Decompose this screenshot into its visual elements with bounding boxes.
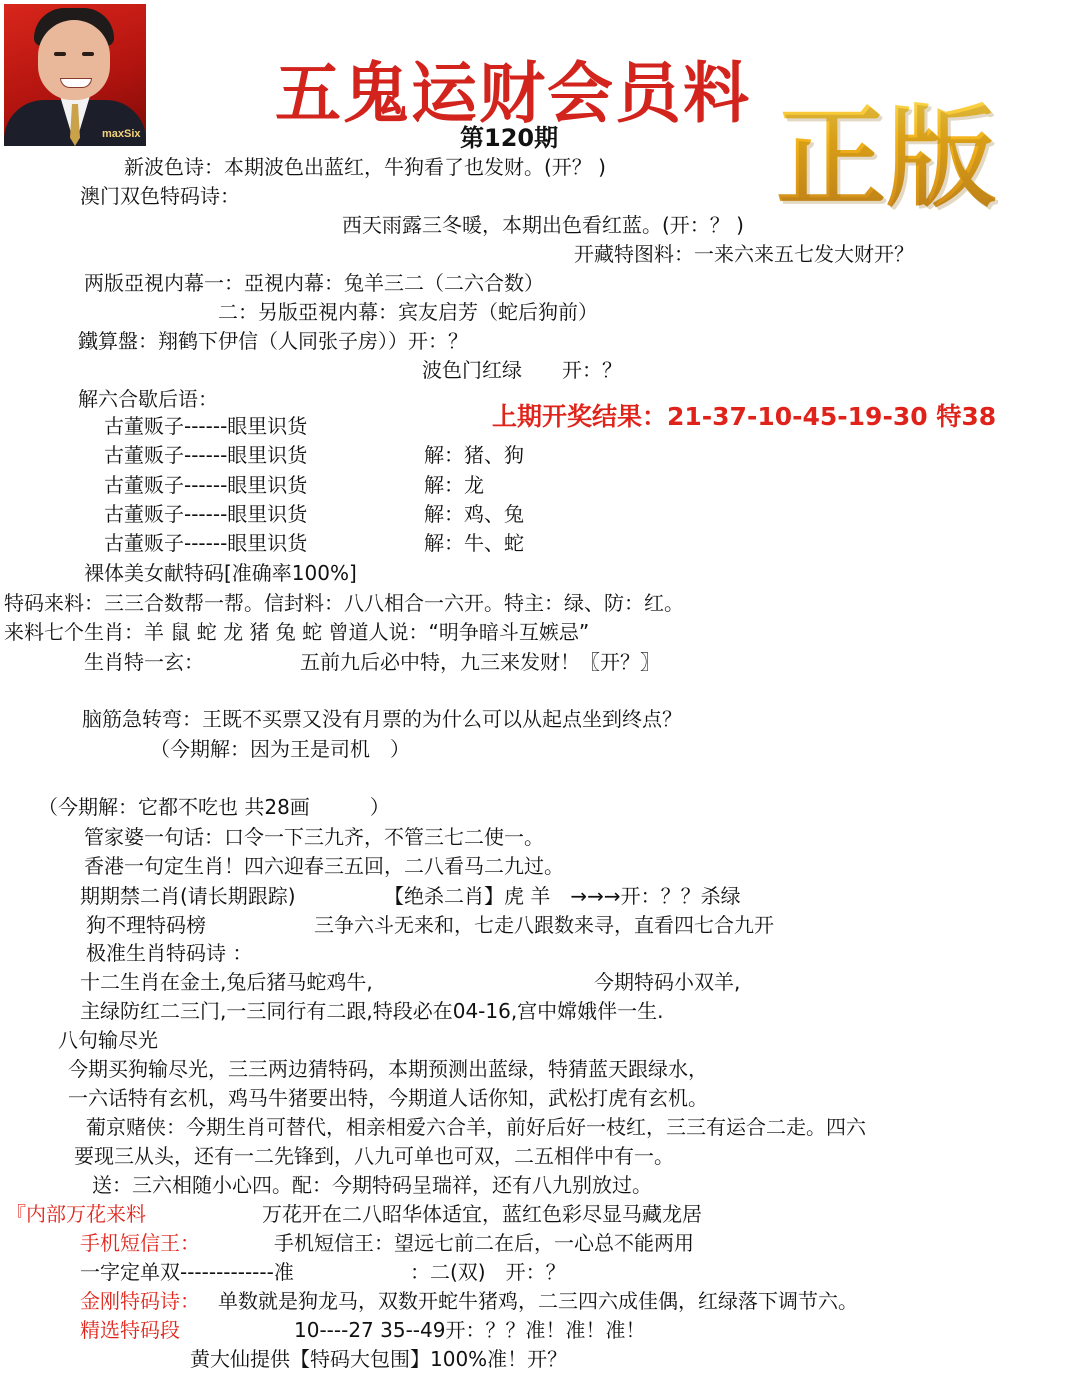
selected-range-text: 10----27 35--49开：？？准！准！准！ (294, 1318, 646, 1342)
proverb-answer: 解：牛、蛇 (424, 531, 524, 555)
internal-source-text: 万花开在二八昭华体适宜，蓝红色彩尽显马藏龙居 (262, 1202, 702, 1226)
proverb-line: 古董贩子------眼里识货 (104, 414, 308, 438)
eight-lines-text: 一六话特有玄机，鸡马牛猪要出特，今期道人话你知，武松打虎有玄机。 (68, 1086, 708, 1110)
brain-teaser-answer: （今期解：因为王是司机 ） (150, 737, 410, 761)
wave-color-tip: 波色门红绿 开：？ (422, 358, 622, 382)
eight-lines-text: 今期买狗输尽光，三三两边猜特码，本期预测出蓝绿，特猜蓝天跟绿水， (68, 1057, 708, 1081)
zodiac-mystery-text: 五前九后必中特，九三来发财！〖开？〗 (300, 650, 660, 674)
banned-zodiac-label: 期期禁二肖(请长期跟踪) (80, 884, 296, 908)
proverb-heading: 解六合歇后语： (78, 387, 218, 411)
housekeeper-saying: 管家婆一句话：口令一下三九齐，不管三七二使一。 (84, 825, 544, 849)
iron-abacus-tip: 鐵算盤：翔鹤下伊信（人同张子房））开：？ (78, 329, 468, 353)
portrait-watermark: maxSix (102, 128, 141, 140)
special-code-offer: 裸体美女献特码[准确率100%] (84, 561, 357, 585)
issue-number: 第120期 (460, 124, 559, 152)
macau-color-poem: 西天雨露三冬暖，本期出色看红蓝。(开：？ ) (342, 213, 744, 237)
proverb-answer: 解：龙 (424, 473, 484, 497)
proverb-line: 古董贩子------眼里识货 (104, 443, 308, 467)
portrait-photo (4, 4, 146, 146)
authentic-badge: 正版 (776, 70, 996, 228)
bonus-line: 送：三六相随小心四。配：今期特码呈瑞祥，还有八九别放过。 (92, 1173, 652, 1197)
page-title: 五鬼运财会员料 (275, 54, 751, 132)
ranking-label: 狗不理特码榜 (86, 913, 206, 937)
hongkong-zodiac-line: 香港一句定生肖！四六迎春三五回，二八看马二九过。 (84, 854, 564, 878)
poem-new-wave-color: 新波色诗：本期波色出蓝红，牛狗看了也发财。(开？ ) (124, 155, 606, 179)
brain-teaser: 脑筋急转弯：王既不买票又没有月票的为什么可以从起点坐到终点？ (82, 707, 682, 731)
casino-hero-text: 葡京赌侠：今期生肖可替代，相亲相爱六合羊，前好后好一枝红，三三有运合二走。四六 (86, 1115, 866, 1139)
sms-king-label: 手机短信王： (80, 1231, 200, 1255)
hidden-chart-tip: 开藏特图料：一来六来五七发大财开？ (574, 242, 914, 266)
proverb-line: 古董贩子------眼里识货 (104, 473, 308, 497)
master-huang-line: 黄大仙提供【特码大包围】100%准！开？ (190, 1347, 568, 1371)
odd-even-text: ：二(双) 开：？ (410, 1260, 566, 1284)
macau-color-poem-label: 澳门双色特码诗： (80, 184, 240, 208)
zodiac-mystery-label: 生肖特一玄： (84, 650, 204, 674)
special-code-source: 特码来料：三三合数帮一帮。信封料：八八相合一六开。特主：绿、防：红。 (4, 591, 684, 615)
banned-zodiac-text: 【绝杀二肖】虎 羊 →→→开：？？杀绿 (384, 884, 741, 908)
internal-source-label: 『内部万花来料 (6, 1202, 146, 1226)
proverb-answer: 解：猪、狗 (424, 443, 524, 467)
sms-king-text: 手机短信王：望远七前二在后，一心总不能两用 (274, 1231, 694, 1255)
proverb-line: 古董贩子------眼里识货 (104, 531, 308, 555)
last-draw-result: 上期开奖结果：21-37-10-45-19-30 特38 (492, 402, 997, 431)
casino-hero-text: 要现三从头，还有一二先锋到，八九可单也可双，二五相伴中有一。 (74, 1144, 674, 1168)
selected-range-label: 精选特码段 (80, 1318, 180, 1342)
seven-zodiac-source: 来料七个生肖：羊 鼠 蛇 龙 猪 兔 蛇 曾道人说：“明争暗斗互嫉忌” (4, 620, 590, 644)
riddle-answer: （今期解：它都不吃也 共28画 ） (38, 795, 390, 819)
proverb-answer: 解：鸡、兔 (424, 502, 524, 526)
atv-inside-two: 二：另版亞視内幕：宾友启芳（蛇后狗前） (218, 300, 598, 324)
diamond-poem-label: 金刚特码诗： (80, 1289, 200, 1313)
ranking-text: 三争六斗无来和，七走八跟数来寻，直看四七合九开 (314, 913, 774, 937)
proverb-line: 古董贩子------眼里识货 (104, 502, 308, 526)
zodiac-poem-line: 主绿防红二三门,一三同行有二跟,特段必在04-16,宫中嫦娥伴一生. (80, 999, 664, 1023)
zodiac-poem-line: 十二生肖在金土,兔后猪马蛇鸡牛, (80, 970, 373, 994)
zodiac-poem-heading: 极准生肖特码诗 ： (86, 941, 253, 965)
eight-lines-heading: 八句输尽光 (58, 1028, 158, 1052)
diamond-poem-text: 单数就是狗龙马，双数开蛇牛猪鸡，二三四六成佳偶，红绿落下调节六。 (218, 1289, 858, 1313)
zodiac-poem-line: 今期特码小双羊, (594, 970, 741, 994)
odd-even-label: 一字定单双-------------准 (80, 1260, 294, 1284)
atv-inside-one: 两版亞視内幕一：亞視内幕：兔羊三二（二六合数） (84, 271, 544, 295)
